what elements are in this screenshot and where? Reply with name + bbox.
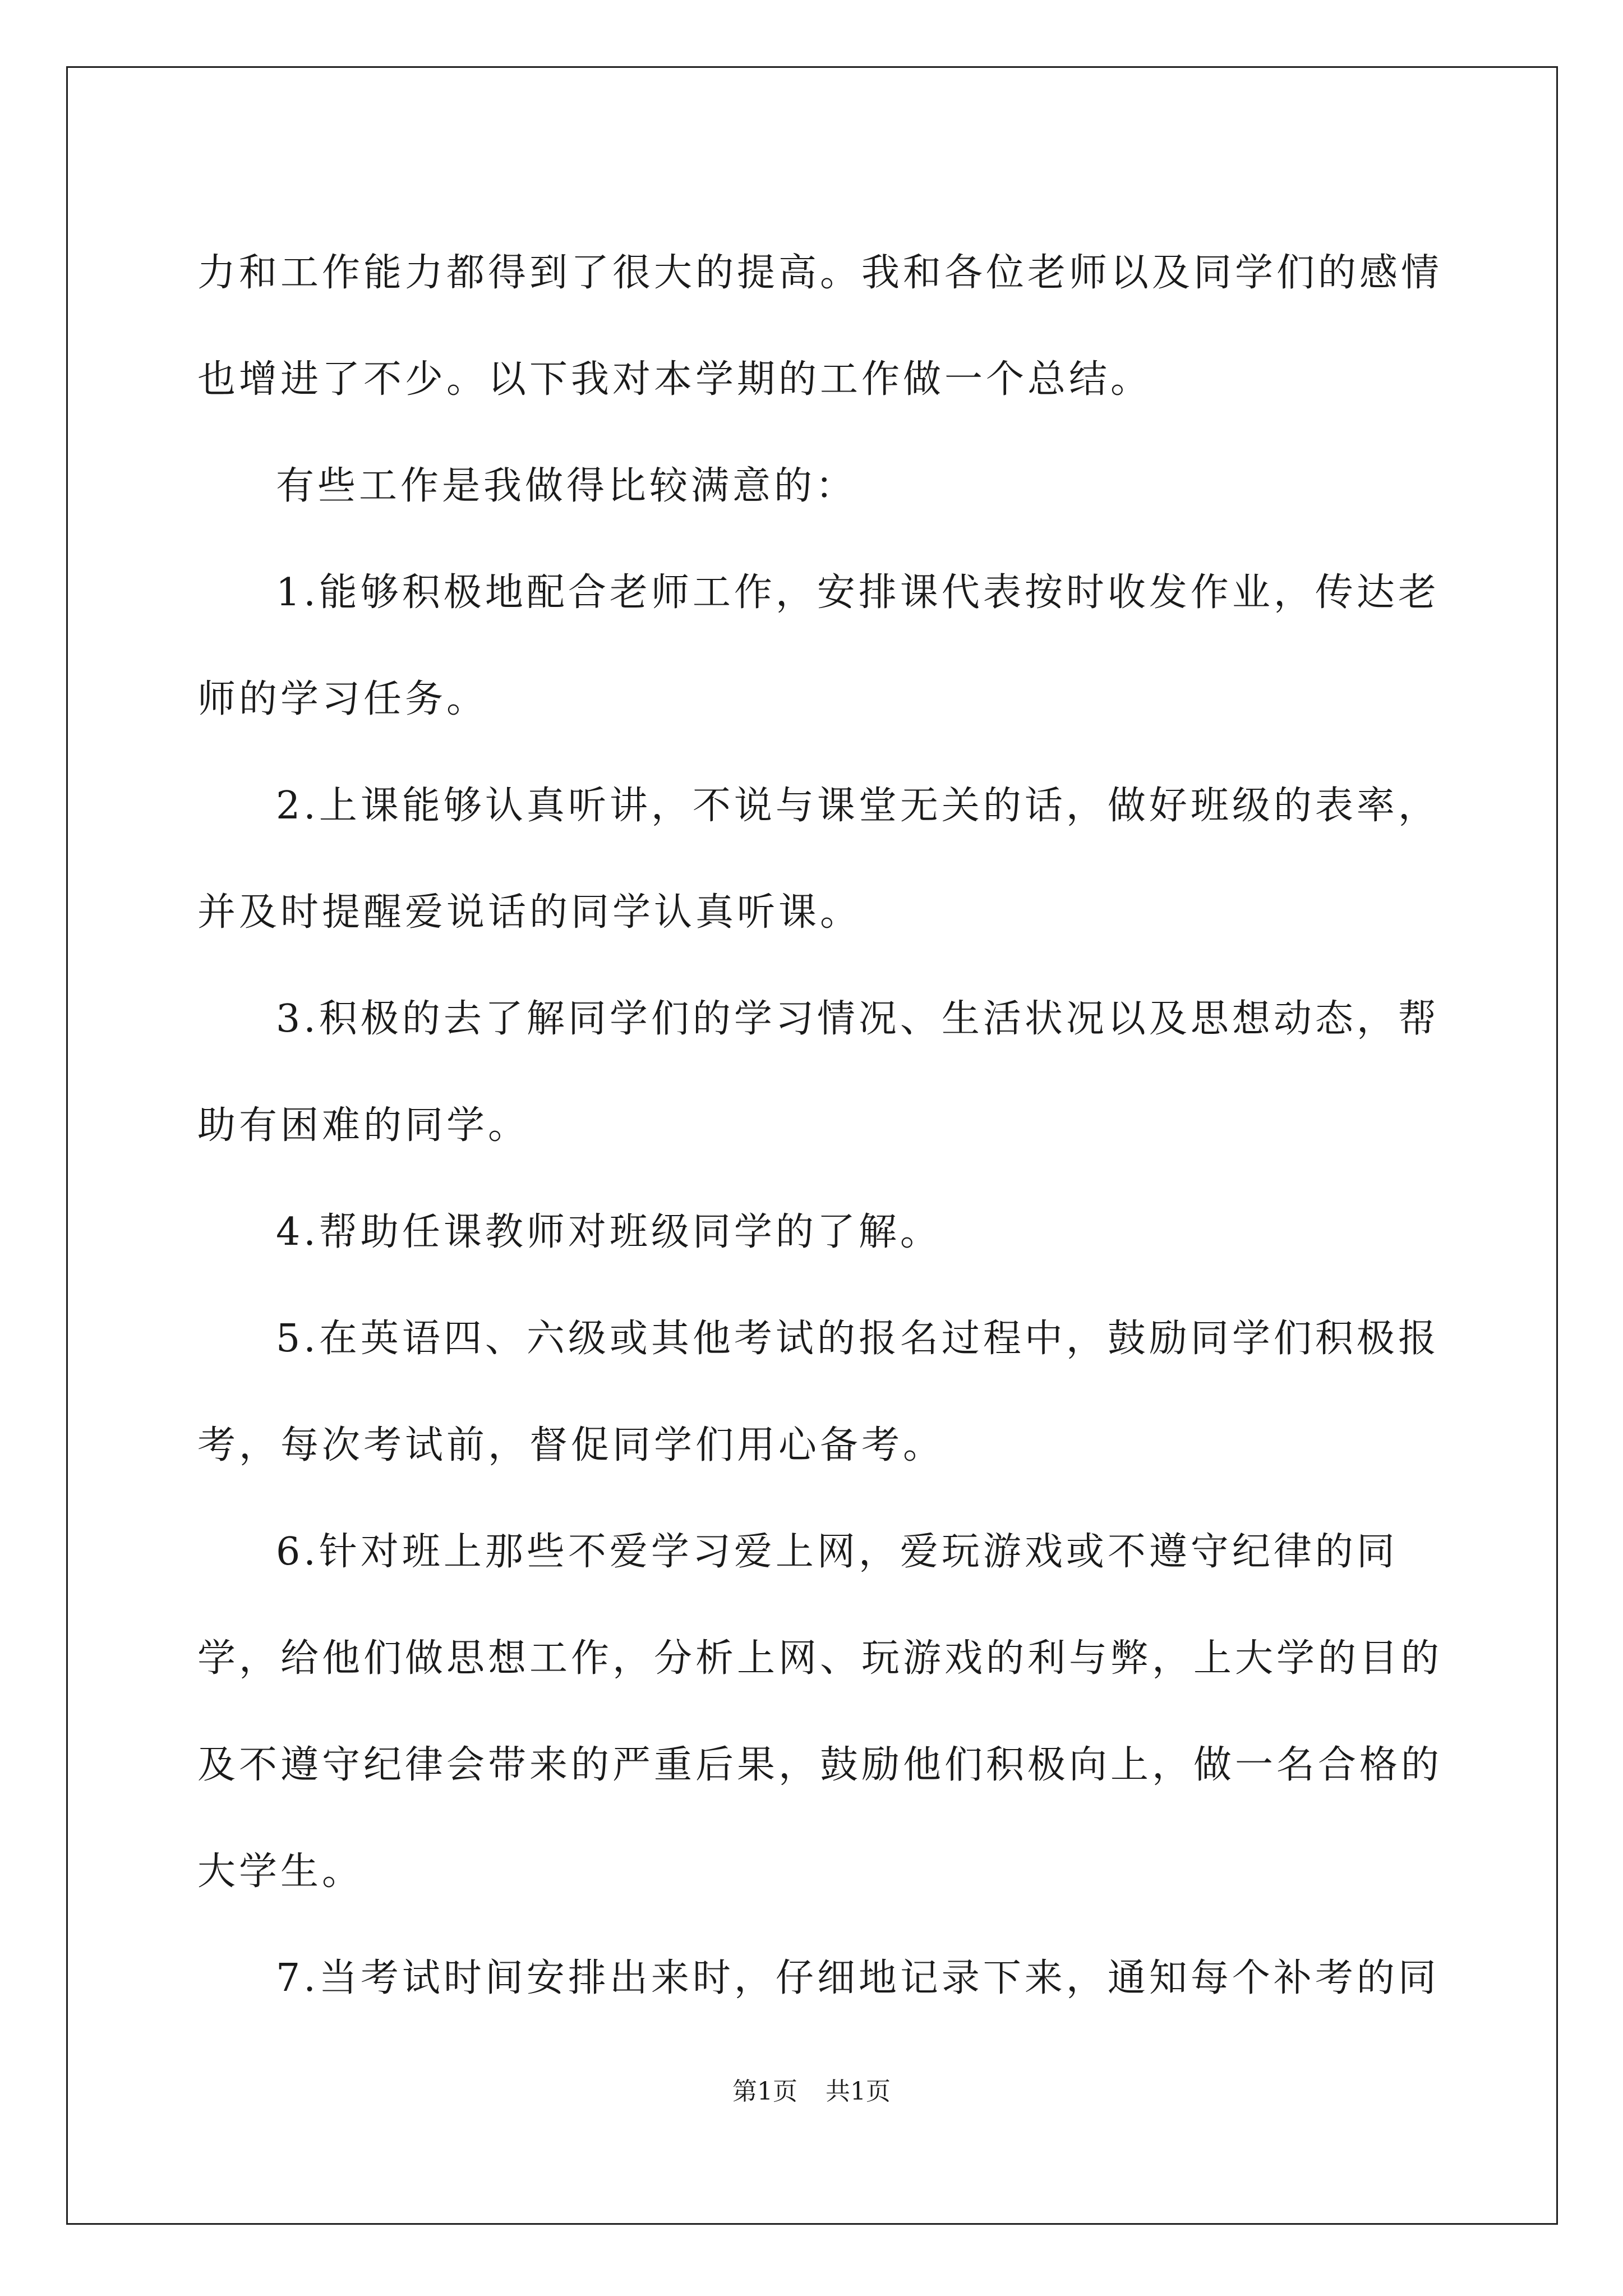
paragraph-4: 2.上课能够认真听讲，不说与课堂无关的话，做好班级的表率，并及时提醒爱说话的同学认真听课。 — [197, 784, 1440, 935]
document-body — [197, 220, 1444, 2032]
paragraph-5: 3.积极的去了解同学们的学习情况、生活状况以及思想动态，帮助有困难的同学。 — [197, 997, 1440, 1148]
paragraph-1: 力和工作能力都得到了很大的提高。我和各位老师以及同学们的感情也增进了不少。以下我对本学期的工作做一个总结。 — [197, 251, 1443, 402]
paragraph-2: 有些工作是我做得比较满意的： — [276, 464, 857, 508]
paragraph-7: 5.在英语四、六级或其他考试的报名过程中，鼓励同学们积极报考，每次考试前，督促同学们用心备考。 — [197, 1317, 1440, 1467]
paragraph-8: 6.针对班上那些不爱学习爱上网，爱玩游戏或不遵守纪律的同学，给他们做思想工作，分析上网、玩游戏的利与弊，上大学的目的及不遵守纪律会带来的严重后果，鼓励他们积极向上，做一名合格的大学生。 — [197, 1530, 1443, 1894]
page-footer — [0, 2071, 1623, 2107]
paragraph-3: 1.能够积极地配合老师工作，安排课代表按时收发作业，传达老师的学习任务。 — [197, 570, 1440, 721]
paragraph-9: 7.当考试时间安排出来时，仔细地记录下来，通知每个补考的同 — [276, 1956, 1440, 2000]
page-total: 共1页 — [826, 2077, 891, 2106]
page-number: 第1页 — [732, 2077, 797, 2106]
paragraph-6: 4.帮助任课教师对班级同学的了解。 — [276, 1210, 942, 1254]
